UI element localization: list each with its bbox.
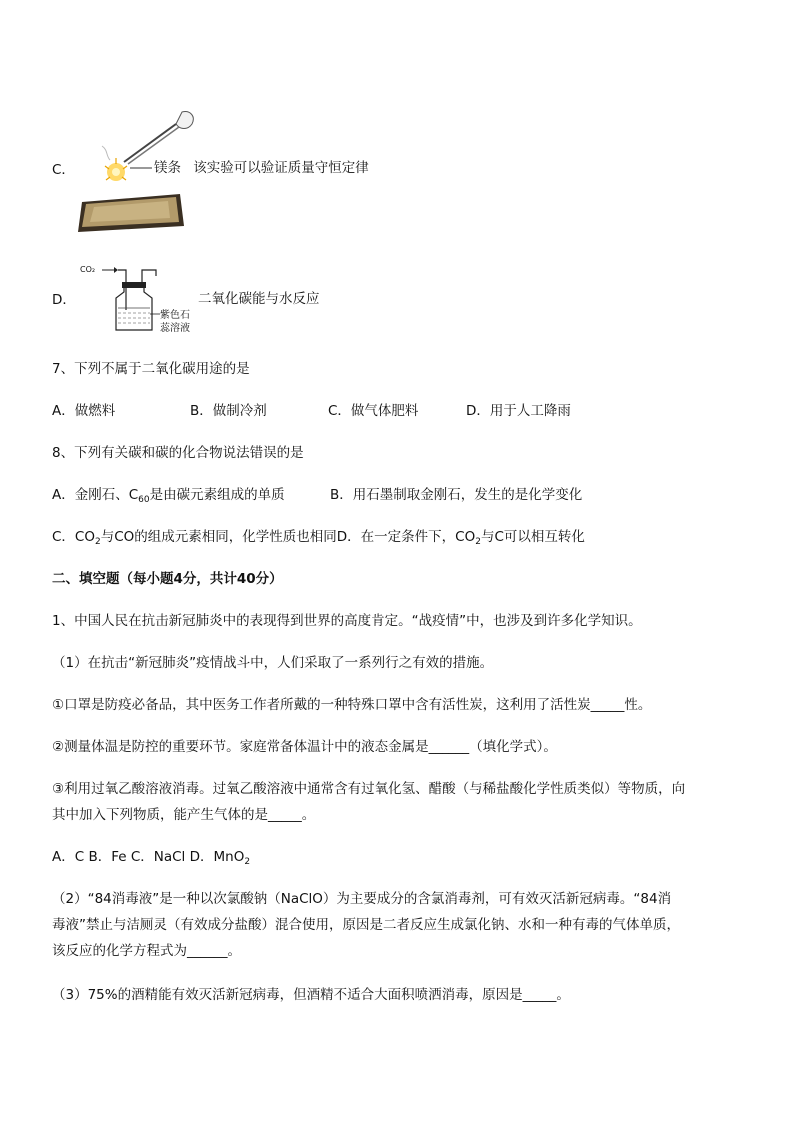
option-d-letter: D． <box>52 292 76 308</box>
option-d-text: 二氧化碳能与水反应 <box>198 291 320 307</box>
co2-gas-label: CO₂ <box>80 265 96 274</box>
q1-item2: ②测量体温是防控的重要环节。家庭常备体温计中的液态金属是______（填化学式）。 <box>52 739 557 755</box>
q1-item1: ①口罩是防疫必备品，其中医务工作者所戴的一种特殊口罩中含有活性炭，这利用了活性炭_____性。 <box>52 697 652 713</box>
q8-option-c: C．$CO_2$与CO的组成元素相同，化学性质也相同 <box>52 529 337 547</box>
solution-label-2: 蕊溶液 <box>160 323 190 334</box>
section-2-title: 二、填空题（每小题4分，共计40分） <box>52 571 283 587</box>
solution-label-1: 紫色石 <box>160 310 190 321</box>
q7-option-c: C．做气体肥料 <box>328 403 419 419</box>
magnesium-label: 镁条 <box>154 160 181 176</box>
option-c-content <box>154 158 369 178</box>
q8-stem: 8、下列有关碳和碳的化合物说法错误的是 <box>52 445 304 461</box>
q8-options-cd <box>52 527 585 547</box>
q7-option-d: D．用于人工降雨 <box>466 403 571 419</box>
q7-option-b: B．做制冷剂 <box>190 403 267 419</box>
q8-option-d: D．在一定条件下，$CO_2$与C可以相互转化 <box>336 529 585 547</box>
q1-stem: 1、中国人民在抗击新冠肺炎中的表现得到世界的高度肯定。“战疫情”中，也涉及到许多化学知识。 <box>52 613 642 629</box>
option-c-letter: C． <box>52 162 75 178</box>
q8-option-b: B．用石墨制取金刚石，发生的是化学变化 <box>330 487 583 503</box>
q8-options-ab <box>52 485 582 505</box>
q1-part2-line3: 该反应的化学方程式为______。 <box>52 943 241 959</box>
q1-part3: （3）75%的酒精能有效灭活新冠病毒，但酒精不适合大面积喷洒消毒，原因是_____。 <box>52 987 570 1003</box>
q1-choices: A．C B．Fe C．NaCl D．MnO$_2$ <box>52 849 251 867</box>
q1-part2-line1: （2）“84消毒液”是一种以次氯酸钠（NaClO）为主要成分的含氯消毒剂，可有效灭活新冠病毒。“84消 <box>52 891 672 907</box>
q7-options <box>52 401 571 421</box>
q1-item3-line1: ③利用过氧乙酸溶液消毒。过氧乙酸溶液中通常含有过氧化氢、醋酸（与稀盐酸化学性质类似）等物质，向 <box>52 781 686 797</box>
q1-part2-line2: 毒液”禁止与洁厕灵（有效成分盐酸）混合使用，原因是二者反应生成氯化钠、水和一种有毒的气体单质， <box>52 917 680 933</box>
q1-item3-line2: 其中加入下列物质，能产生气体的是_____。 <box>52 807 316 823</box>
q1-part1: （1）在抗击“新冠肺炎”疫情战斗中，人们采取了一系列行之有效的措施。 <box>52 655 494 671</box>
q8-option-a: A．金刚石、$C_{60}$是由碳元素组成的单质 <box>52 487 285 505</box>
q7-stem: 7、下列不属于二氧化碳用途的是 <box>52 361 250 377</box>
option-c-text: 该实验可以验证质量守恒定律 <box>193 160 369 176</box>
q7-option-a: A．做燃料 <box>52 403 116 419</box>
